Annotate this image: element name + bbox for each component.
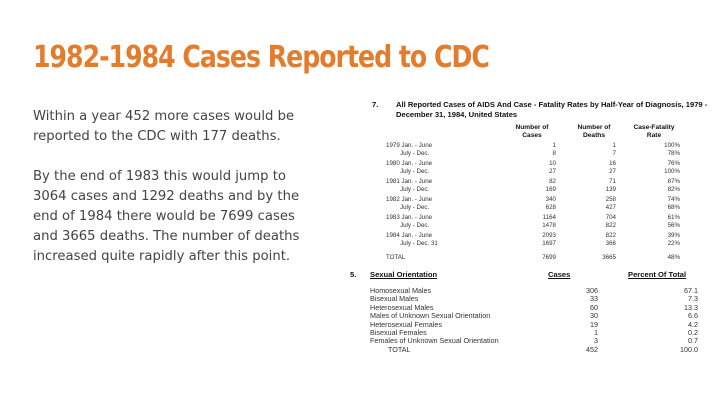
column-header-cases: Number of Cases (515, 124, 549, 139)
fatality-rate-cell: 68% (667, 203, 680, 211)
row-label: 1983 Jan. - June (386, 214, 433, 221)
paragraph-1: Within a year 452 more cases would be reported to the CDC with 177 deaths. (33, 109, 295, 144)
row-label: Bisexual Females (370, 328, 427, 337)
cases-cell: 19 (590, 319, 598, 329)
table-number: 5. (350, 270, 357, 279)
deaths-cell: 704 (605, 214, 616, 221)
row-label: Heterosexual Males (370, 302, 434, 312)
column-header-fatality-rate: Case-Fatality Rate (633, 124, 675, 139)
cases-cell: 2093 (542, 232, 556, 239)
fatality-rate-cell: 22% (667, 239, 680, 247)
cases-cell: 60 (590, 302, 598, 312)
row-label: TOTAL (388, 344, 411, 354)
deaths-cell: 366 (605, 239, 616, 247)
row-label: 1982 Jan. - June (386, 196, 433, 203)
table-heading: All Reported Cases of AIDS And Case - Fatality Rates by Half-Year of Diagnosis, 1979 - December 31, 1984, United States (396, 100, 708, 119)
cases-cell: 340 (545, 196, 556, 203)
table-row (370, 345, 710, 354)
cases-cell: 169 (545, 185, 556, 193)
fatality-rate-cell: 100% (664, 142, 680, 149)
deaths-cell: 16 (609, 160, 616, 167)
row-label: 1984 Jan. - June (386, 232, 433, 239)
cases-cell: 1164 (542, 214, 556, 221)
column-header-cases: Cases (548, 270, 571, 279)
cases-cell: 1 (552, 142, 556, 149)
percent-cell: 0.7 (688, 336, 698, 346)
row-label: 1981 Jan. - June (386, 178, 433, 185)
percent-cell: 67.1 (684, 286, 698, 295)
deaths-cell: 71 (609, 178, 616, 185)
fatality-rate-cell: 61% (667, 214, 680, 221)
cases-cell: 3 (594, 336, 598, 346)
row-label: Heterosexual Females (370, 319, 442, 329)
row-label: July - Dec. 31 (400, 239, 438, 247)
cases-cell: 33 (590, 294, 598, 304)
slide-title: 1982-1984 Cases Reported to CDC (33, 40, 489, 75)
deaths-cell: 258 (605, 196, 616, 203)
deaths-cell: 427 (605, 203, 616, 211)
fatality-rate-cell: 76% (667, 160, 680, 167)
row-label: 1979 Jan. - June (386, 142, 433, 149)
percent-cell: 13.3 (684, 302, 698, 312)
fatality-rate-cell: 78% (667, 149, 680, 157)
deaths-cell: 3665 (602, 254, 616, 261)
percent-cell: 6.6 (688, 311, 698, 321)
cases-cell: 7699 (542, 254, 556, 261)
table-number: 7. (372, 100, 379, 109)
cases-cell: 82 (549, 178, 556, 185)
cases-cell: 1 (594, 328, 598, 337)
row-label: July - Dec. (400, 149, 430, 157)
fatality-rate-cell: 39% (667, 232, 680, 239)
fatality-rate-cell: 48% (667, 254, 680, 261)
row-label: July - Dec. (400, 203, 430, 211)
cases-cell: 628 (545, 203, 556, 211)
percent-cell: 4.2 (688, 319, 698, 329)
cases-cell: 1697 (542, 239, 556, 247)
deaths-cell: 822 (605, 232, 616, 239)
fatality-rate-cell: 74% (667, 196, 680, 203)
column-header-percent: Percent Of Total (628, 270, 687, 279)
percent-cell: 100.0 (680, 344, 698, 354)
column-header-deaths: Number of Deaths (577, 124, 611, 139)
percent-cell: 7.3 (688, 294, 698, 304)
cases-cell: 306 (586, 286, 598, 295)
deaths-cell: 139 (605, 185, 616, 193)
row-label: Homosexual Males (370, 286, 432, 295)
fatality-rate-cell: 82% (667, 185, 680, 193)
deaths-cell: 822 (605, 221, 616, 229)
row-label: Males of Unknown Sexual Orientation (370, 311, 491, 321)
cases-cell: 1478 (542, 221, 556, 229)
cases-cell: 27 (549, 167, 556, 175)
cases-cell: 30 (590, 311, 598, 321)
paragraph-2: By the end of 1983 this would jump to 3064 cases and 1292 deaths and by the end of 1984 there would be 7699 cases and 3665 deaths. The number of deaths increased quite rapidly after this point. (33, 169, 300, 264)
row-label: July - Dec. (400, 185, 430, 193)
cases-cell: 8 (552, 149, 556, 157)
row-label: July - Dec. (400, 221, 430, 229)
row-label: July - Dec. (400, 167, 430, 175)
deaths-cell: 7 (612, 149, 616, 157)
column-header-orientation: Sexual Orientation (370, 270, 438, 279)
deaths-cell: 27 (609, 167, 616, 175)
table-row (386, 254, 716, 270)
row-label: Bisexual Males (370, 294, 419, 304)
cases-cell: 452 (586, 344, 598, 354)
fatality-rate-cell: 100% (664, 167, 680, 175)
slide-body-text (33, 107, 323, 287)
cases-cell: 10 (549, 160, 556, 167)
deaths-cell: 1 (612, 142, 616, 149)
fatality-rate-cell: 87% (667, 178, 680, 185)
percent-cell: 0.2 (688, 328, 698, 337)
row-label: Females of Unknown Sexual Orientation (370, 336, 499, 346)
fatality-rate-cell: 56% (667, 221, 680, 229)
row-label: 1980 Jan. - June (386, 160, 433, 167)
row-label: TOTAL (386, 254, 406, 261)
